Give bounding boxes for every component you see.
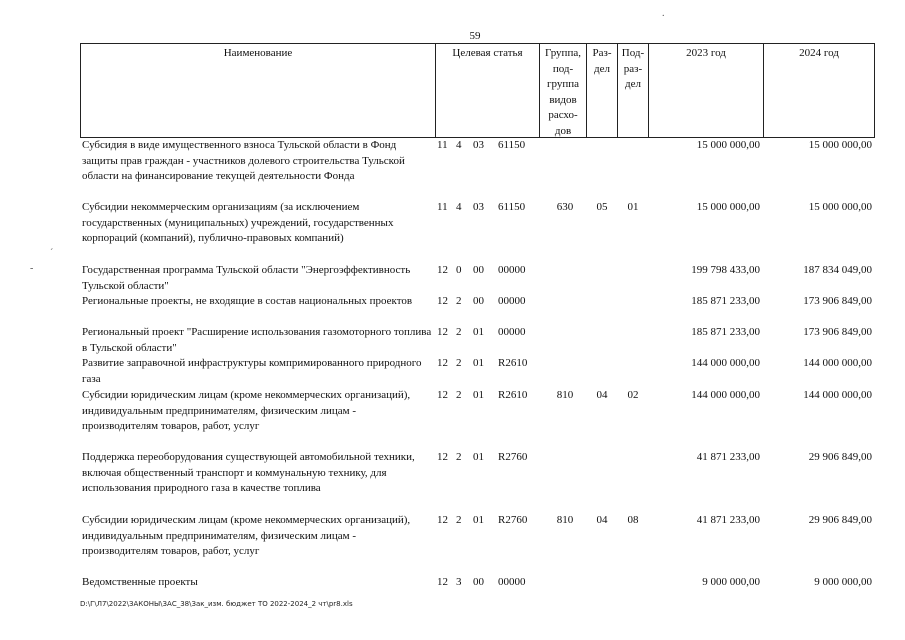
- row-name: Субсидия в виде имущественного взноса Тульской области в Фонд защиты прав граждан - участников долевого строительства Тульской области на финансирование текущей деятельности Фонда: [82, 139, 405, 183]
- row-subsection: 01: [627, 201, 639, 213]
- row-subsection: 08: [627, 514, 639, 526]
- row-code3: 01: [473, 389, 484, 401]
- row-2023: 185 871 233,00: [691, 295, 760, 307]
- scan-mark: ´: [50, 248, 54, 259]
- row-code1: 11: [437, 139, 448, 151]
- row-2024: 29 906 849,00: [808, 514, 872, 526]
- header-name: Наименование: [81, 44, 436, 137]
- row-2024: 29 906 849,00: [808, 451, 872, 463]
- row-code2: 2: [456, 357, 462, 369]
- table-header: [80, 43, 875, 138]
- row-code3: 01: [473, 326, 484, 338]
- row-2023: 41 871 233,00: [696, 514, 760, 526]
- row-code1: 12: [437, 576, 448, 588]
- row-code3: 03: [473, 139, 484, 151]
- row-2024: 144 000 000,00: [803, 389, 872, 401]
- header-subsection: Под- раз- дел: [618, 44, 649, 137]
- page-number: 59: [469, 30, 481, 42]
- row-2024: 9 000 000,00: [814, 576, 872, 588]
- row-2023: 41 871 233,00: [696, 451, 760, 463]
- row-code2: 4: [456, 201, 462, 213]
- row-code4: 61150: [498, 201, 526, 213]
- row-2023: 144 000 000,00: [691, 357, 760, 369]
- row-group: 630: [556, 201, 574, 213]
- row-name: Развитие заправочной инфраструктуры компримированного природного газа: [82, 357, 422, 385]
- row-code3: 03: [473, 201, 484, 213]
- row-code1: 12: [437, 451, 448, 463]
- row-code4: R2760: [498, 451, 528, 463]
- row-code1: 12: [437, 295, 448, 307]
- file-path-footer: D:\Г\Л7\2022\ЗАКОНЫ\ЗАС_38\Зак_изм. бюджет ТО 2022-2024_2 чт\pr8.xls: [80, 600, 353, 608]
- scan-mark: -: [30, 263, 34, 274]
- row-code3: 01: [473, 514, 484, 526]
- row-code1: 12: [437, 326, 448, 338]
- row-name: Субсидии юридическим лицам (кроме некоммерческих организаций), индивидуальным предпринимателям, физическим лицам - производителям товаров, работ, услуг: [82, 389, 411, 433]
- row-code1: 11: [437, 201, 448, 213]
- row-group: 810: [556, 514, 574, 526]
- row-code1: 12: [437, 514, 448, 526]
- row-2024: 173 906 849,00: [803, 295, 872, 307]
- row-name: Субсидии некоммерческим организациям (за исключением государственных (муниципальных) учреждений, государственных корпораций (компаний), публично-правовых компаний): [82, 201, 394, 245]
- row-2023: 15 000 000,00: [696, 201, 760, 213]
- row-2024: 15 000 000,00: [808, 201, 872, 213]
- row-2024: 173 906 849,00: [803, 326, 872, 338]
- header-2024: 2024 год: [799, 47, 839, 59]
- row-code4: 00000: [498, 576, 526, 588]
- row-code4: 00000: [498, 264, 526, 276]
- row-2023: 15 000 000,00: [696, 139, 760, 151]
- row-code4: R2610: [498, 357, 528, 369]
- header-target: Целевая статья: [436, 44, 540, 137]
- row-code4: 61150: [498, 139, 526, 151]
- row-group: 810: [556, 389, 574, 401]
- row-code2: 2: [456, 389, 462, 401]
- row-code3: 00: [473, 295, 484, 307]
- row-2024: 144 000 000,00: [803, 357, 872, 369]
- row-code4: 00000: [498, 295, 526, 307]
- row-2023: 9 000 000,00: [702, 576, 760, 588]
- row-code3: 00: [473, 264, 484, 276]
- row-subsection: 02: [627, 389, 639, 401]
- header-2023: 2023 год: [649, 44, 764, 137]
- row-code2: 0: [456, 264, 462, 276]
- header-section: Раз- дел: [587, 44, 618, 137]
- row-section: 04: [596, 389, 608, 401]
- row-code4: R2760: [498, 514, 528, 526]
- row-code1: 12: [437, 357, 448, 369]
- scan-mark: .: [662, 8, 665, 19]
- header-group: Группа, под- группа видов расхо- дов: [540, 44, 587, 137]
- row-2023: 144 000 000,00: [691, 389, 760, 401]
- row-code4: 00000: [498, 326, 526, 338]
- row-2024: 15 000 000,00: [808, 139, 872, 151]
- row-code1: 12: [437, 264, 448, 276]
- row-section: 05: [596, 201, 608, 213]
- row-2023: 199 798 433,00: [691, 264, 760, 276]
- row-name: Поддержка переоборудования существующей автомобильной техники, включая общественный транспорт и коммунальную технику, для использования природного газа в качестве топлива: [82, 451, 415, 495]
- row-code1: 12: [437, 389, 448, 401]
- row-2023: 185 871 233,00: [691, 326, 760, 338]
- row-code3: 01: [473, 357, 484, 369]
- row-section: 04: [596, 514, 608, 526]
- row-code2: 2: [456, 514, 462, 526]
- row-code2: 2: [456, 295, 462, 307]
- row-name: Субсидии юридическим лицам (кроме некоммерческих организаций), индивидуальным предпринимателям, физическим лицам - производителям товаров, работ, услуг: [82, 514, 411, 558]
- row-code3: 00: [473, 576, 484, 588]
- row-2024: 187 834 049,00: [803, 264, 872, 276]
- row-code2: 4: [456, 139, 462, 151]
- row-name: Государственная программа Тульской области "Энергоэффективность Тульской области": [82, 264, 411, 292]
- row-code3: 01: [473, 451, 484, 463]
- row-code2: 3: [456, 576, 462, 588]
- row-code4: R2610: [498, 389, 528, 401]
- row-code2: 2: [456, 326, 462, 338]
- row-name: Ведомственные проекты: [82, 576, 198, 588]
- row-name: Региональный проект "Расширение использования газомоторного топлива в Тульской области": [82, 326, 432, 354]
- row-name: Региональные проекты, не входящие в состав национальных проектов: [82, 295, 413, 307]
- row-code2: 2: [456, 451, 462, 463]
